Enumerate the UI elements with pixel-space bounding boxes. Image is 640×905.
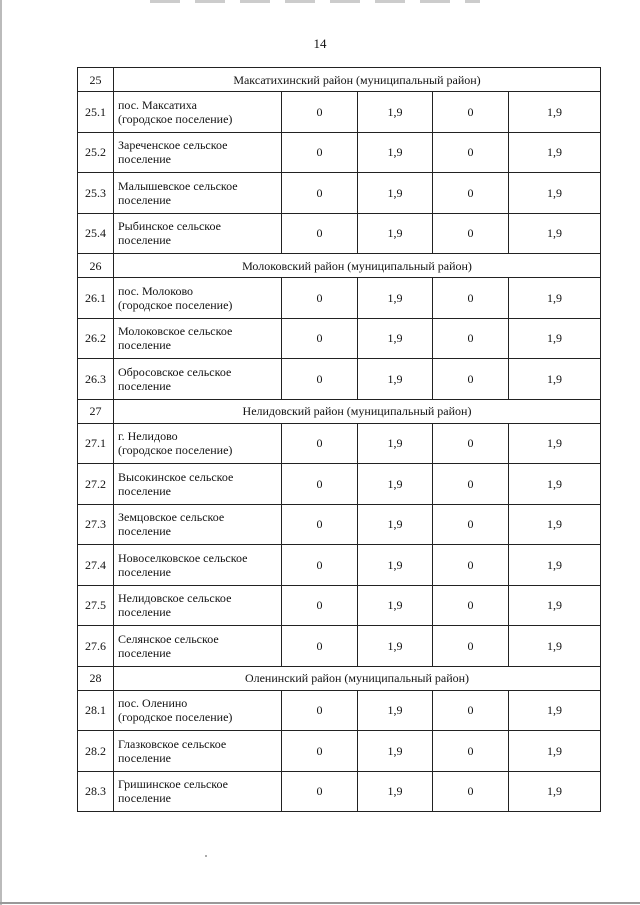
settlement-name: [114, 504, 282, 545]
value-cell-2: 1,9: [358, 690, 433, 731]
settlement-name: [114, 690, 282, 731]
scan-speck: [205, 855, 207, 857]
settlement-name: [114, 464, 282, 505]
settlement-name-line2: поселение: [118, 645, 172, 660]
value-cell-2: 1,9: [358, 278, 433, 319]
district-code: 26: [78, 254, 114, 278]
value-cell-4: 1,9: [509, 173, 601, 214]
value-cell-1: 0: [282, 92, 358, 133]
row-number: 28.2: [78, 731, 114, 772]
value-cell-3: 0: [433, 504, 509, 545]
settlement-name-line2: поселение: [118, 233, 172, 248]
table-body: [78, 68, 601, 812]
settlement-name: [114, 132, 282, 173]
settlement-name-line1: Новоселковское сельское: [118, 550, 248, 565]
table-row: [78, 464, 601, 505]
value-cell-1: 0: [282, 278, 358, 319]
settlement-name-line1: Нелидовское сельское: [118, 591, 232, 606]
table-row: [78, 318, 601, 359]
settlement-name-line2: поселение: [118, 378, 172, 393]
settlement-name-line2: (городское поселение): [118, 710, 233, 725]
value-cell-2: 1,9: [358, 464, 433, 505]
value-cell-3: 0: [433, 585, 509, 626]
value-cell-2: 1,9: [358, 731, 433, 772]
settlement-name: [114, 359, 282, 400]
district-row: [78, 666, 601, 690]
settlement-name-line2: поселение: [118, 750, 172, 765]
value-cell-4: 1,9: [509, 690, 601, 731]
table-row: [78, 132, 601, 173]
district-name: Нелидовский район (муниципальный район): [114, 399, 601, 423]
value-cell-2: 1,9: [358, 318, 433, 359]
district-code: 27: [78, 399, 114, 423]
value-cell-2: 1,9: [358, 92, 433, 133]
table-row: [78, 690, 601, 731]
row-number: 26.2: [78, 318, 114, 359]
settlement-name-line1: пос. Молоково: [118, 283, 194, 298]
value-cell-1: 0: [282, 213, 358, 254]
district-row: [78, 399, 601, 423]
value-cell-3: 0: [433, 626, 509, 667]
settlement-name-line1: Обросовское сельское: [118, 364, 232, 379]
settlement-name-line1: Зареченское сельское: [118, 138, 228, 153]
value-cell-4: 1,9: [509, 359, 601, 400]
settlement-name-line1: Малышевское сельское: [118, 178, 238, 193]
value-cell-2: 1,9: [358, 173, 433, 214]
value-cell-1: 0: [282, 504, 358, 545]
table-row: [78, 585, 601, 626]
value-cell-3: 0: [433, 690, 509, 731]
row-number: 25.4: [78, 213, 114, 254]
table-row: [78, 545, 601, 586]
table-row: [78, 92, 601, 133]
row-number: 26.1: [78, 278, 114, 319]
value-cell-4: 1,9: [509, 213, 601, 254]
settlement-name-line1: г. Нелидово: [118, 429, 178, 444]
value-cell-4: 1,9: [509, 423, 601, 464]
settlement-name: [114, 545, 282, 586]
settlement-name: [114, 731, 282, 772]
value-cell-4: 1,9: [509, 92, 601, 133]
settlement-name-line2: (городское поселение): [118, 443, 233, 458]
value-cell-3: 0: [433, 423, 509, 464]
row-number: 27.6: [78, 626, 114, 667]
settlement-name-line2: поселение: [118, 564, 172, 579]
table-row: [78, 423, 601, 464]
scan-artifact-top: [150, 0, 480, 3]
row-number: 27.1: [78, 423, 114, 464]
settlement-name-line2: поселение: [118, 791, 172, 806]
district-name: Оленинский район (муниципальный район): [114, 666, 601, 690]
table-row: [78, 173, 601, 214]
settlement-name-line2: (городское поселение): [118, 297, 233, 312]
table-row: [78, 731, 601, 772]
value-cell-2: 1,9: [358, 626, 433, 667]
value-cell-4: 1,9: [509, 771, 601, 812]
value-cell-4: 1,9: [509, 626, 601, 667]
district-row: [78, 254, 601, 278]
tariff-table: [77, 67, 601, 812]
row-number: 27.5: [78, 585, 114, 626]
table-row: [78, 771, 601, 812]
settlement-name-line1: Глазковское сельское: [118, 736, 227, 751]
row-number: 25.2: [78, 132, 114, 173]
value-cell-1: 0: [282, 173, 358, 214]
settlement-name: [114, 278, 282, 319]
value-cell-3: 0: [433, 132, 509, 173]
settlement-name: [114, 771, 282, 812]
settlement-name-line1: пос. Максатиха: [118, 97, 197, 112]
value-cell-1: 0: [282, 585, 358, 626]
settlement-name: [114, 585, 282, 626]
settlement-name: [114, 173, 282, 214]
value-cell-1: 0: [282, 771, 358, 812]
settlement-name-line2: поселение: [118, 483, 172, 498]
value-cell-4: 1,9: [509, 545, 601, 586]
row-number: 28.3: [78, 771, 114, 812]
value-cell-2: 1,9: [358, 132, 433, 173]
value-cell-3: 0: [433, 278, 509, 319]
value-cell-4: 1,9: [509, 504, 601, 545]
settlement-name-line2: поселение: [118, 338, 172, 353]
district-name: Молоковский район (муниципальный район): [114, 254, 601, 278]
value-cell-4: 1,9: [509, 318, 601, 359]
district-code: 28: [78, 666, 114, 690]
row-number: 27.3: [78, 504, 114, 545]
value-cell-2: 1,9: [358, 771, 433, 812]
value-cell-2: 1,9: [358, 504, 433, 545]
settlement-name: [114, 318, 282, 359]
value-cell-1: 0: [282, 132, 358, 173]
value-cell-1: 0: [282, 318, 358, 359]
value-cell-3: 0: [433, 359, 509, 400]
value-cell-3: 0: [433, 545, 509, 586]
row-number: 27.4: [78, 545, 114, 586]
value-cell-2: 1,9: [358, 213, 433, 254]
value-cell-1: 0: [282, 359, 358, 400]
page-number: 14: [313, 36, 327, 51]
district-row: [78, 68, 601, 92]
table-row: [78, 504, 601, 545]
row-number: 26.3: [78, 359, 114, 400]
settlement-name-line2: поселение: [118, 152, 172, 167]
table-row: [78, 626, 601, 667]
district-name: Максатихинский район (муниципальный район): [114, 68, 601, 92]
settlement-name: [114, 626, 282, 667]
table-row: [78, 359, 601, 400]
settlement-name-line2: поселение: [118, 605, 172, 620]
value-cell-1: 0: [282, 690, 358, 731]
value-cell-3: 0: [433, 731, 509, 772]
settlement-name-line1: Высокинское сельское: [118, 469, 234, 484]
settlement-name-line1: Рыбинское сельское: [118, 219, 221, 234]
value-cell-3: 0: [433, 464, 509, 505]
value-cell-1: 0: [282, 464, 358, 505]
settlement-name-line2: поселение: [118, 192, 172, 207]
row-number: 25.1: [78, 92, 114, 133]
settlement-name-line2: (городское поселение): [118, 111, 233, 126]
row-number: 25.3: [78, 173, 114, 214]
scan-edge-bottom: [0, 902, 640, 904]
settlement-name-line1: пос. Оленино: [118, 696, 188, 711]
table-row: [78, 213, 601, 254]
value-cell-2: 1,9: [358, 359, 433, 400]
settlement-name-line1: Гришинское сельское: [118, 777, 228, 792]
value-cell-1: 0: [282, 626, 358, 667]
value-cell-2: 1,9: [358, 545, 433, 586]
settlement-name-line2: поселение: [118, 524, 172, 539]
value-cell-4: 1,9: [509, 132, 601, 173]
value-cell-4: 1,9: [509, 731, 601, 772]
value-cell-1: 0: [282, 545, 358, 586]
settlement-name: [114, 423, 282, 464]
value-cell-4: 1,9: [509, 464, 601, 505]
row-number: 28.1: [78, 690, 114, 731]
value-cell-3: 0: [433, 173, 509, 214]
settlement-name-line1: Селянское сельское: [118, 631, 219, 646]
value-cell-1: 0: [282, 731, 358, 772]
value-cell-3: 0: [433, 92, 509, 133]
value-cell-4: 1,9: [509, 278, 601, 319]
settlement-name: [114, 92, 282, 133]
value-cell-3: 0: [433, 771, 509, 812]
value-cell-2: 1,9: [358, 423, 433, 464]
value-cell-3: 0: [433, 318, 509, 359]
scan-edge-left: [0, 0, 2, 905]
settlement-name: [114, 213, 282, 254]
value-cell-4: 1,9: [509, 585, 601, 626]
settlement-name-line1: Земцовское сельское: [118, 510, 225, 525]
settlement-name-line1: Молоковское сельское: [118, 324, 233, 339]
district-code: 25: [78, 68, 114, 92]
table-row: [78, 278, 601, 319]
value-cell-1: 0: [282, 423, 358, 464]
value-cell-3: 0: [433, 213, 509, 254]
row-number: 27.2: [78, 464, 114, 505]
value-cell-2: 1,9: [358, 585, 433, 626]
